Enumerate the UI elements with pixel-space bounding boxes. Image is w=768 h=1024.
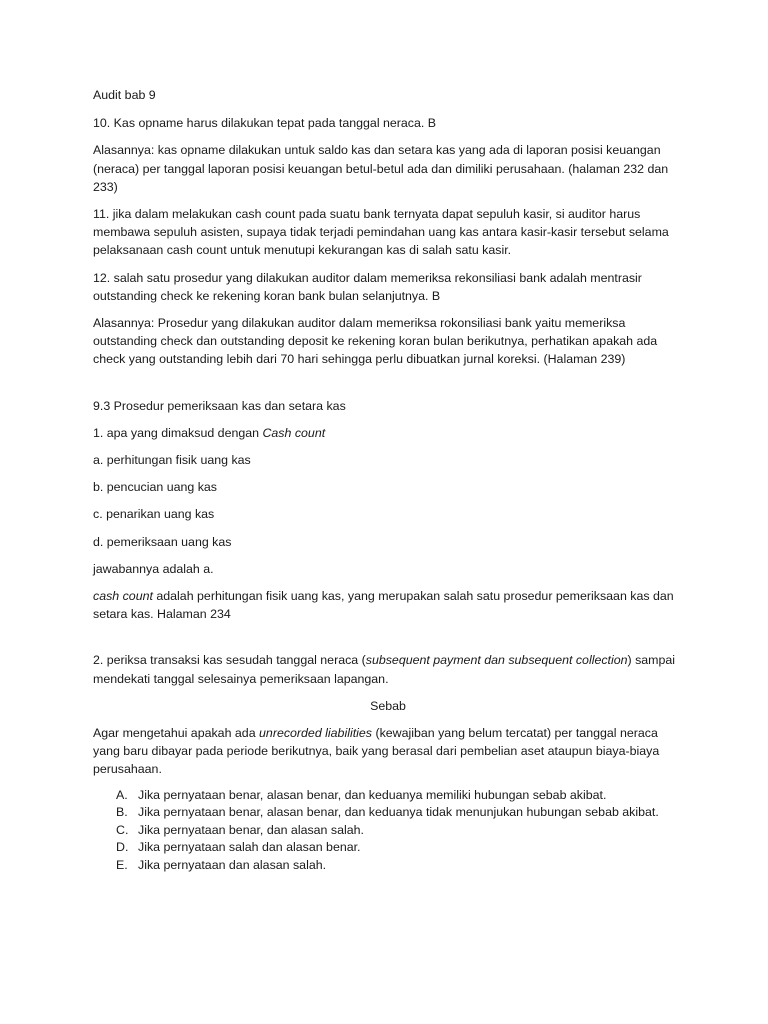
mc1-question-prefix: 1. apa yang dimaksud dengan <box>93 425 263 440</box>
q2-reason-italic: unrecorded liabilities <box>259 726 372 741</box>
mc1-answer: jawabannya adalah a. <box>93 561 214 576</box>
q2-option-letter: D. <box>116 840 129 855</box>
mc1-option-a: a. perhitungan fisik uang kas <box>93 453 251 468</box>
mc1-option-c: c. penarikan uang kas <box>93 507 215 522</box>
q2-statement-prefix: 2. periksa transaksi kas sesudah tanggal neraca ( <box>93 653 366 668</box>
q2-statement-suffix: ) sampai mendekati tanggal selesainya pemeriksaan lapangan. <box>93 653 676 686</box>
q2-option-text: Jika pernyataan benar, alasan benar, dan keduanya memiliki hubungan sebab akibat. <box>138 787 607 802</box>
mc1-explanation-term: cash count <box>93 589 153 604</box>
q2-reason <box>93 724 683 779</box>
q2-option-text: Jika pernyataan dan alasan salah. <box>138 858 327 873</box>
q10-reason: Alasannya: kas opname dilakukan untuk saldo kas dan setara kas yang ada di laporan posisi keuangan (neraca) per tanggal laporan posisi keuangan betul-betul ada dan dimiliki perusahaan. (halaman 232 dan 233) <box>93 143 669 194</box>
q2-option-letter: C. <box>116 822 129 837</box>
mc1-question-term: Cash count <box>262 425 326 440</box>
q2-option <box>93 839 683 857</box>
q2-option-text: Jika pernyataan benar, dan alasan salah. <box>138 822 364 837</box>
mc1-explanation <box>93 587 683 623</box>
q2-option <box>93 804 683 822</box>
q2-option <box>93 857 683 875</box>
q2-option <box>93 787 683 805</box>
q2-option <box>93 822 683 840</box>
mc1-option-b: b. pencucian uang kas <box>93 480 217 495</box>
q2-options-list <box>93 787 683 875</box>
mc1-explanation-rest: adalah perhitungan fisik uang kas, yang merupakan salah satu prosedur pemeriksaan kas dan setara kas. Halaman 234 <box>93 589 674 622</box>
q2-option-letter: B. <box>116 805 128 820</box>
mc1-option-d: d. pemeriksaan uang kas <box>93 534 232 549</box>
mc1-question <box>93 424 683 442</box>
q10-question: 10. Kas opname harus dilakukan tepat pada tanggal neraca. B <box>93 116 437 131</box>
document-title: Audit bab 9 <box>93 88 156 102</box>
q12-question: 12. salah satu prosedur yang dilakukan auditor dalam memeriksa rekonsiliasi bank adalah mentrasir outstanding check ke rekening koran bank bulan selanjutnya. B <box>93 270 642 303</box>
q2-option-text: Jika pernyataan salah dan alasan benar. <box>138 840 361 855</box>
q2-option-letter: A. <box>116 787 128 802</box>
q2-reason-suffix: (kewajiban yang belum tercatat) per tanggal neraca yang baru dibayar pada periode berikutnya, baik yang berasal dari pembelian aset ataupun biaya-biaya perusahaan. <box>93 726 660 777</box>
q2-statement-italic: subsequent payment dan subsequent collection <box>365 653 628 668</box>
q2-reason-prefix: Agar mengetahui apakah ada <box>93 726 260 741</box>
q2-option-text: Jika pernyataan benar, alasan benar, dan keduanya tidak menunjukan hubungan sebab akibat. <box>138 805 659 820</box>
q2-sebab: Sebab <box>370 698 406 713</box>
q12-reason: Alasannya: Prosedur yang dilakukan auditor dalam memeriksa rokonsiliasi bank yaitu memeriksa outstanding check dan outstanding deposit ke rekening koran bulan berikutnya, perhatikan apakah ada check yang outstanding lebih dari 70 hari sehingga perlu dibuatkan jurnal koreksi. (Halaman 239) <box>93 316 658 367</box>
q2-statement <box>93 651 683 687</box>
q11-text: 11. jika dalam melakukan cash count pada suatu bank ternyata dapat sepuluh kasir, si auditor harus membawa sepuluh asisten, supaya tidak terjadi pemindahan uang kas antara kasir-kasir tersebut selama pelaksanaan cash count untuk menutupi kekurangan kas di salah satu kasir. <box>93 207 669 258</box>
section-title: 9.3 Prosedur pemeriksaan kas dan setara kas <box>93 398 346 413</box>
q2-option-letter: E. <box>116 858 128 873</box>
document-page <box>93 86 683 875</box>
